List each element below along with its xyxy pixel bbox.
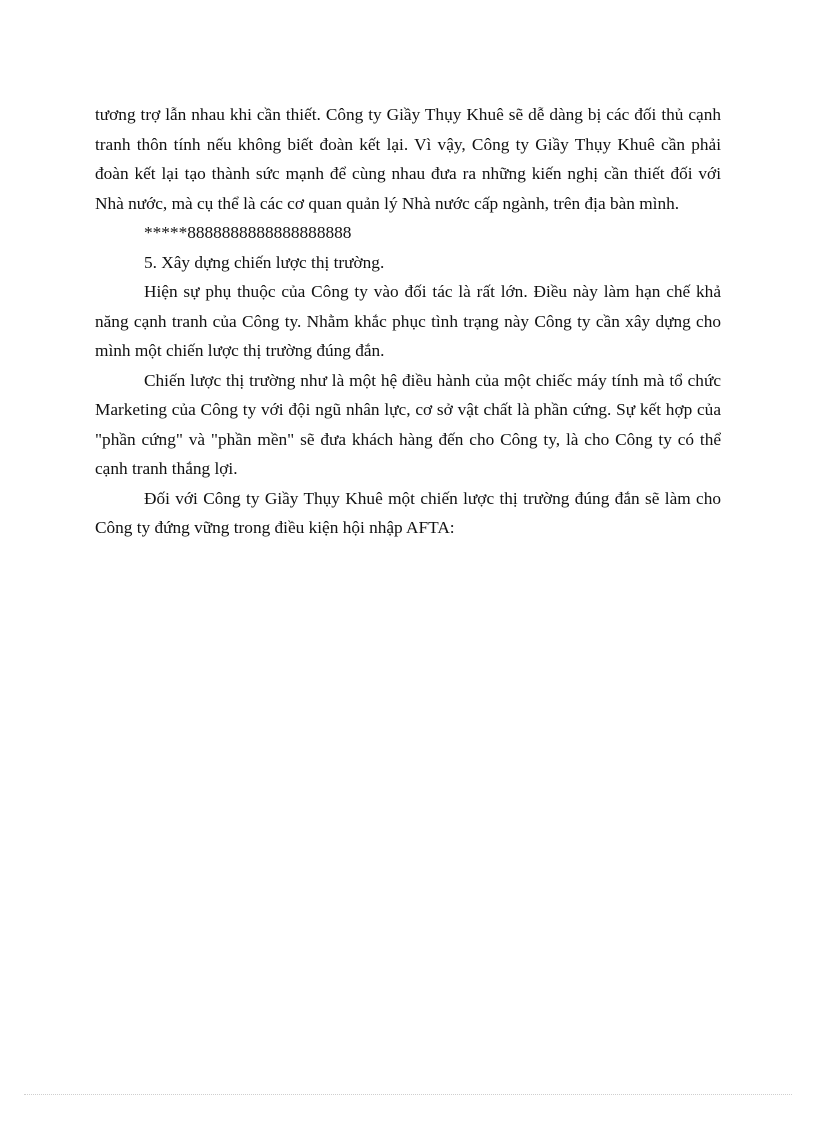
footer-divider	[24, 1094, 792, 1095]
document-body	[95, 100, 721, 543]
separator-line: *****8888888888888888888	[144, 223, 352, 242]
paragraph-continuation: tương trợ lẫn nhau khi cần thiết. Công ty Giầy Thụy Khuê sẽ dễ dàng bị các đối thủ cạnh tranh thôn tính nếu không biết đoàn kết lại. Vì vậy, Công ty Giầy Thụy Khuê cần phải đoàn kết lại tạo thành sức mạnh để cùng nhau đưa ra những kiến nghị cần thiết đối với Nhà nước, mà cụ thể là các cơ quan quản lý Nhà nước cấp ngành, trên địa bàn mình.	[95, 105, 721, 213]
paragraph-strategy: Chiến lược thị trường như là một hệ điều hành của một chiếc máy tính mà tổ chức Marketing của Công ty với đội ngũ nhân lực, cơ sở vật chất là phần cứng. Sự kết hợp của "phần cứng" và "phần mền" sẽ đưa khách hàng đến cho Công ty, là cho Công ty có thể cạnh tranh thắng lợi.	[95, 370, 721, 478]
section-heading: 5. Xây dựng chiến lược thị trường.	[144, 252, 385, 272]
paragraph-dependence: Hiện sự phụ thuộc của Công ty vào đối tác là rất lớn. Điều này làm hạn chế khả năng cạnh tranh của Công ty. Nhằm khắc phục tình trạng này Công ty cần xây dựng cho mình một chiến lược thị trường đúng đắn.	[95, 282, 721, 360]
paragraph-afta: Đối với Công ty Giầy Thụy Khuê một chiến lược thị trường đúng đắn sẽ làm cho Công ty đứng vững trong điều kiện hội nhập AFTA:	[95, 488, 721, 537]
